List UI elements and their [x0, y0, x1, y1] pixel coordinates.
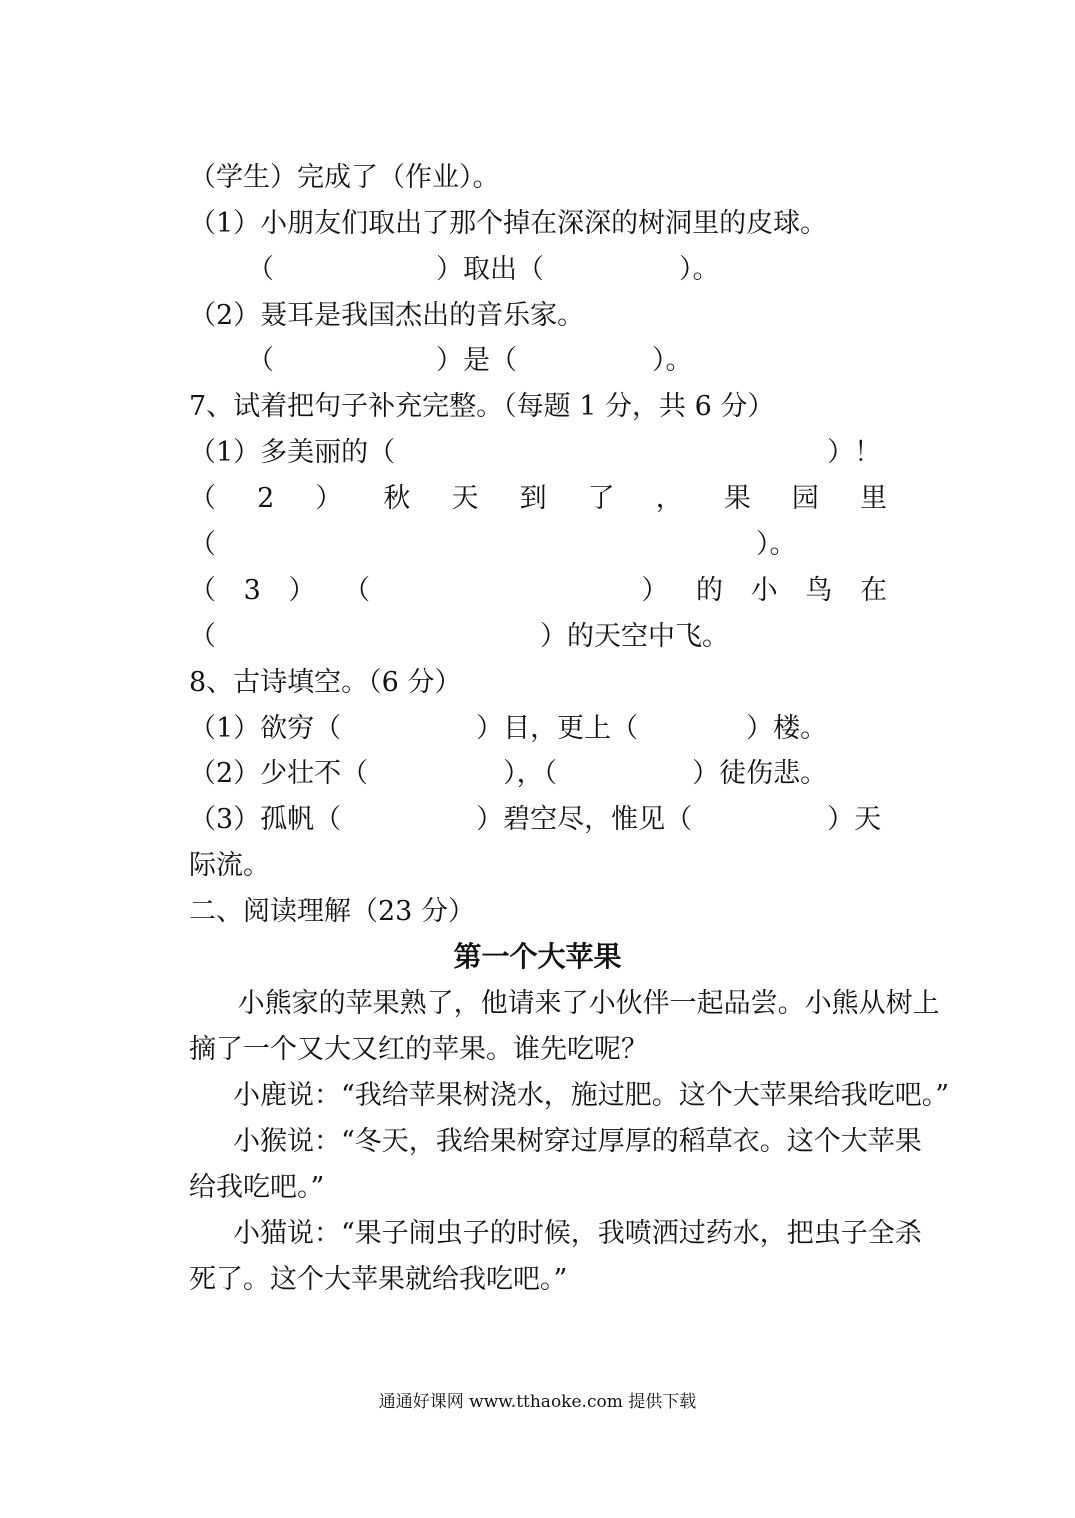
passage-paragraph: 小猫说：“果子闹虫子的时候，我喷洒过药水，把虫子全杀: [233, 1218, 922, 1249]
passage-paragraph: 小猴说：“冬天，我给果树穿过厚厚的稻草衣。这个大苹果: [233, 1126, 922, 1157]
poem-item-1: （1）欲穷（ ）目，更上（ ）楼。: [189, 713, 828, 744]
passage-paragraph: 死了。这个大苹果就给我吃吧。”: [189, 1264, 568, 1295]
question-2: （2）聂耳是我国杰出的音乐家。: [189, 300, 585, 331]
question-1: （1）小朋友们取出了那个掉在深深的树洞里的皮球。: [189, 208, 828, 239]
poem-item-3-cont: 际流。: [189, 850, 270, 881]
passage-paragraph: 给我吃吧。”: [189, 1172, 325, 1203]
answer-blank-2: （ ）是（ ）。: [247, 345, 693, 376]
passage-paragraph: 摘了一个又大又红的苹果。谁先吃呢？: [189, 1034, 648, 1065]
text-line: （学生）完成了（作业）。: [189, 162, 500, 193]
section-7-item-2: （ 2 ） 秋 天 到 了 ， 果 园 里: [189, 483, 887, 514]
section-8-heading: 8、古诗填空。（6 分）: [189, 667, 462, 698]
poem-item-3: （3）孤帆（ ）碧空尽，惟见（ ）天: [189, 804, 882, 835]
passage-paragraph: 小鹿说：“我给苹果树浇水，施过肥。这个大苹果给我吃吧。”: [233, 1080, 950, 1111]
section-7-item-3-blank: （ ）的天空中飞。: [189, 621, 729, 652]
section-7-item-1: （1）多美丽的（ ）！: [189, 437, 882, 468]
section-7-item-2-blank: （ ）。: [189, 529, 797, 560]
poem-item-2: （2）少壮不（ ），（ ）徒伤悲。: [189, 758, 828, 789]
section-7-heading: 7、试着把句子补充完整。（每题 1 分，共 6 分）: [189, 391, 775, 422]
answer-blank-1: （ ）取出（ ）。: [247, 254, 720, 285]
section-7-item-3: （ 3 ） （ ） 的 小 鸟 在: [189, 575, 887, 606]
page-footer: 通通好课网 www.tthaoke.com 提供下载: [378, 1392, 697, 1412]
passage-paragraph: 小熊家的苹果熟了，他请来了小伙伴一起品尝。小熊从树上: [229, 988, 940, 1019]
section-2-heading: 二、阅读理解（23 分）: [189, 896, 475, 927]
passage-title: 第一个大苹果: [453, 940, 622, 973]
